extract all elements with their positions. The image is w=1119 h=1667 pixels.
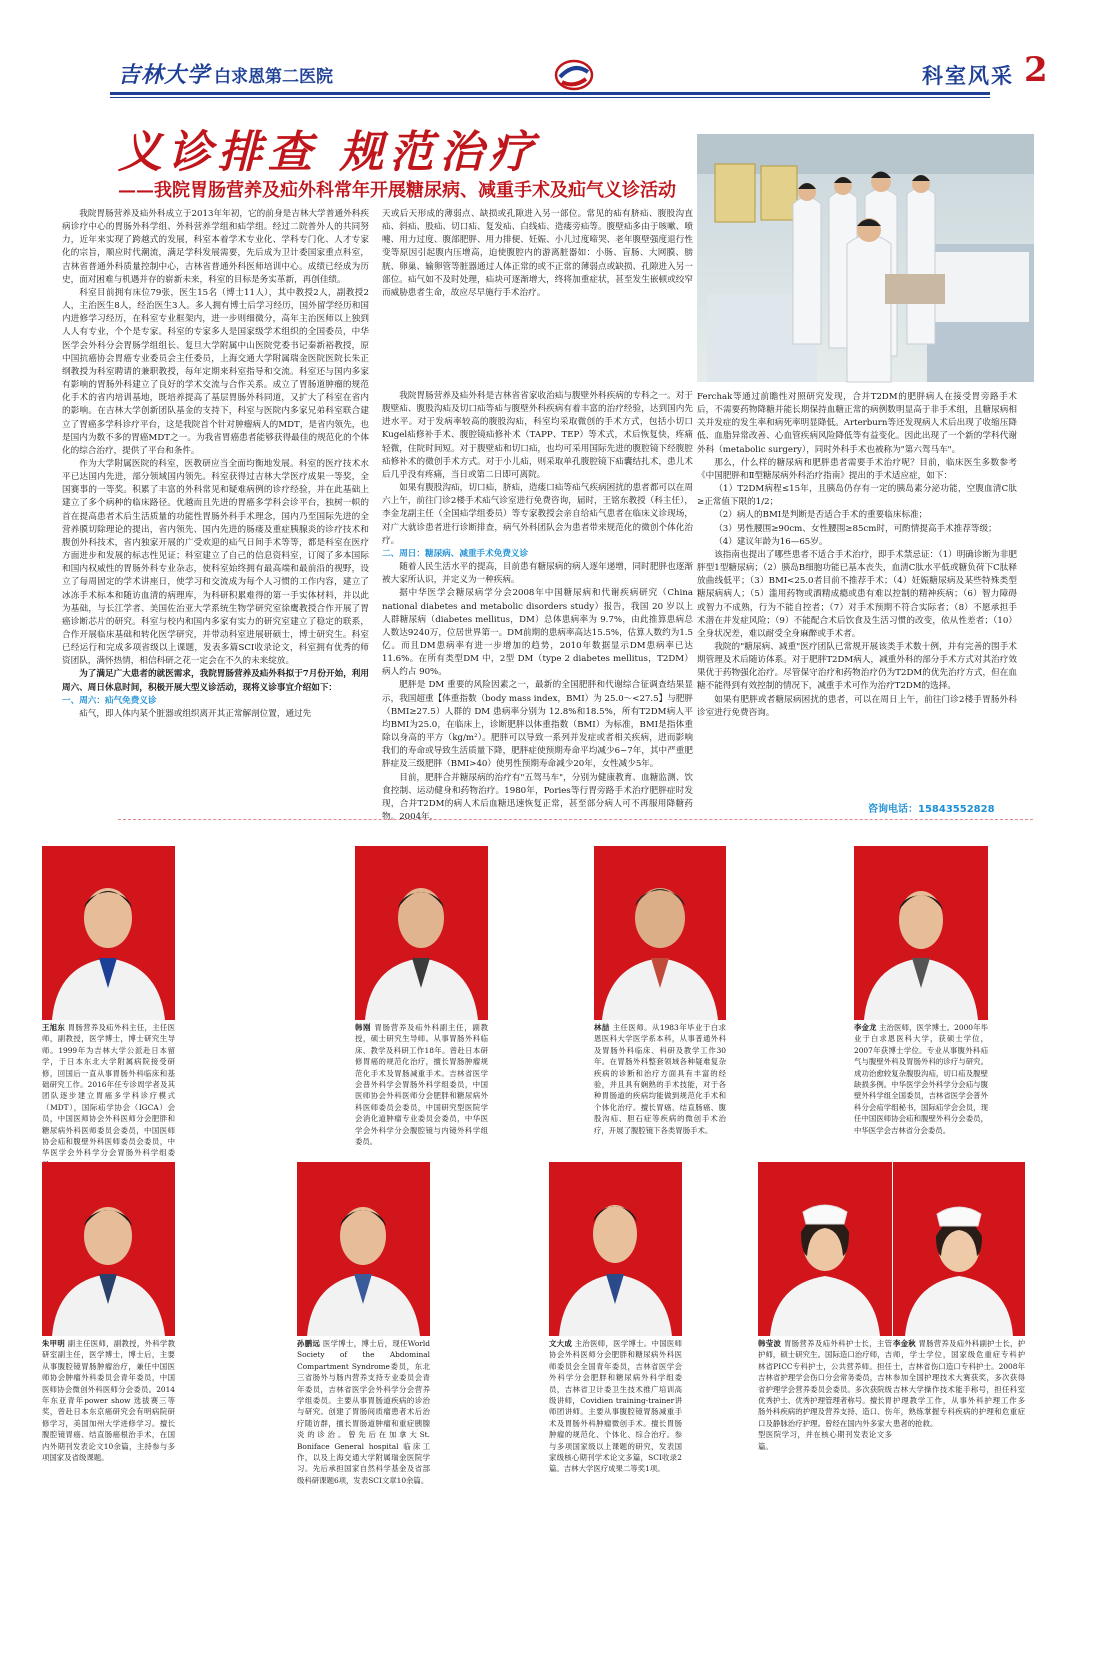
article-column-2-top <box>382 208 693 386</box>
doctor-bio-text: 主治医师，医学博士。2000年毕业于白求恩医科大学，获硕士学位，2007年获博士学位。专业从事腹外科疝气与腹壁外科及胃肠外科的诊疗与研究。成功治愈较复杂腹股沟疝，切口疝及腹壁缺损多例。中华医学会外科学分会疝与腹壁外科学组全国委员，吉林省医学会普外科分会疝学组秘书，国际疝学会会员，现任中国医师协会疝和腹壁外科分会委员，中华医学会吉林省分会委员。 <box>854 1023 988 1135</box>
section-heading-hernia: 一、周六：疝气免费义诊 <box>62 695 157 706</box>
doctor-portrait <box>42 846 175 1020</box>
masthead <box>0 0 1119 112</box>
doctor-bio-text: 胃肠营养及疝外科副主任，副教授，硕士研究生导师。从事胃肠外科临床、教学及科研工作18年。曾赴日本研修胃癌的规范化治疗，擅长胃肠肿瘤规范化手术及胃肠减重手术。吉林省医学会普外科学会胃肠外科学组委员，中国医师协会外科医师分会肥胖和糖尿病外科医师委员会委员，中国研究型医院学会消化道肿瘤专业委员会委员，中华医学会外科学分会腹腔镜与内镜外科学组委员。 <box>355 1023 488 1147</box>
nurse-portrait <box>758 1162 892 1336</box>
article-paragraph: 肥胖是 DM 重要的风险因素之一，最新的全国肥胖和代谢综合征调查结果显示，我国超重【体重指数（body mass index，BMI）为 25.0～<27.5】与肥胖（BMI≥27.5）人群的 DM 患病率分别为 12.8%和18.5%，所有T2DM病人平均BMI为25.0，在临床上，诊断肥胖以体重指数（BMI）为标准，BMI是指体重除以身高的平方（kg/m²）。肥胖可以导致一系列并发症或者相关疾病，进而影响我们的寿命或导致生活质量下降，肥胖症使预期寿命平均减少6~7年，其中严重肥胖症及三级肥胖（BMI>40）使男性预期寿命减少20年，女性减少5年。 <box>382 680 693 770</box>
nurse-bio-text: 胃肠营养及疝外科副护士长，护师，学士学位，国家级危重症专科护士，吉林省伤口造口专科护士。2008年参加全国护理技术大赛获奖，多次获得吉林大学操作技术能手称号，担任科室护理教学工作，从事外科护理工作多年，熟练掌握专科疾病的护理和危重症患者的抢救。 <box>893 1339 1025 1428</box>
section-divider <box>118 819 1033 820</box>
doctor-portrait <box>42 1162 175 1336</box>
nurse-portrait <box>893 1162 1025 1336</box>
nurse-name: 李金秋 <box>893 1339 916 1348</box>
doctor-bio <box>549 1338 682 1474</box>
article-paragraph: 我院的"糖尿病、减重"医疗团队已常规开展该类手术数十例，并有完善的围手术期管理及术后随访体系。对于肥胖T2DM病人，减重外科的部分手术方式对其治疗效果优于药物强化治疗。尽管保守治疗和药物治疗仍为T2DM的优先治疗方式，但在血糖不能得到有效控制的情况下，减重手术可作为治疗T2DM的选择。 <box>697 641 1017 692</box>
article-paragraph: 那么，什么样的糖尿病和肥胖患者需要手术治疗呢？目前，临床医生多数参考《中国肥胖和Ⅱ型糖尿病外科治疗指南》提出的手术适应症，如下： <box>697 457 1017 481</box>
article-paragraph: 科室目前拥有床位79张，医生15名（博士11人），其中教授2人，副教授2人，主治医生8人，经治医生3人。多人拥有博士后学习经历，国外留学经历和国内进修学习经历，在科室专业框架内，进一步则细微分，高年主治医师以上独到人人有专业，个个是专家。科室的专家多人是国家级学术组织的全国委员，中华医学会外科分会胃肠学组组长、复旦大学附属中山医院党委书记秦新裕教授，原中国抗癌协会胃癌专业委员会主任委员，上海交通大学附属瑞金医院医院长朱正纲教授为科室聘请的兼职教授，每年定期来科室指导和交流。科室还与国内多家有影响的胃肠外科建立了良好的学术交流与合作关系。成立了胃肠道肿瘤的规范化手术的省内培训基地，既培养提高了基层胃肠外科同道，又扩大了科室在省内的影响。在吉林大学创新团队基金的支持下，科室与医院内多家兄弟科室联合建立了胃癌多学科诊疗平台，这是我院首个针对肿瘤病人的MDT，是省内领先，也是国内为数不多的胃癌MDT之一。为我省胃癌患者能够获得最佳的规范化的个体化的综合治疗，提供了平台和条件。 <box>62 287 369 456</box>
event-intro-paragraph: 为了满足广大患者的就医需求，我院胃肠营养及疝外科拟于7月份开始，利用周六、周日休息时间，积极开展大型义诊活动，现将义诊事宜介绍如下： <box>62 669 369 693</box>
article-paragraph: 我院胃肠营养及疝外科成立于2013年年初，它的前身是吉林大学普通外科疾病诊疗中心的胃肠外科学组、外科营养学组和疝学组。经过二院普外人的共同努力，近年来实现了跨越式的发展，科室本着学术专业化、学科专门化、人才专家化的宗旨，顺应时代潮流，满足学科发展需要，先后成为卫计委国家重点科室，吉林省普通外科质量控制中心，吉林省普通外科医师培训中心。成绩已经成为历史，面对困难与机遇并存的崭新未来，科室的目标是务实革新，再创佳绩。 <box>62 209 369 285</box>
consult-hotline: 咨询电话：15843552828 <box>868 804 995 815</box>
headline: 义诊排查 规范治疗 <box>118 127 540 178</box>
doctor-name: 林喆 <box>594 1023 610 1032</box>
doctor-name: 朱甲明 <box>42 1339 66 1348</box>
article-paragraph: 如果有肥胖或者糖尿病困扰的患者，可以在周日上午，前往门诊2楼手胃肠外科诊室进行免费咨询。 <box>697 694 1017 718</box>
criteria-item: （4）建议年龄为16—65岁。 <box>714 536 828 547</box>
article-paragraph: 目前，肥胖合并糖尿病的治疗有"五驾马车"，分别为健康教育、血糖监测、饮食控制、运动健身和药物治疗。1980年，Pories等行胃旁路手术治疗肥胖症时发现，合并T2DM的病人术后血糖迅速恢复正常，甚至部分病人可不再服用降糖药物。2004年， <box>382 772 693 822</box>
doctor-bio <box>594 1022 726 1150</box>
section-title: 科室风采 <box>922 63 1014 88</box>
nurse-bio-text: 胃肠营养及疝外科护士长，主管护师，硕士研究生。国际造口治疗师，吉林省PICC专科护士，公共营养师。担任吉林省护理学会伤口分会常务委员，吉林省护理学会营养委员会委员。多次获院级优秀护士、优秀护理管理者称号。擅长胃肠外科疾病的护理及营养支持、造口、伤口及静脉治疗护理。曾经在国内外多家大型医院学习，并在核心期刊发表论文多篇。 <box>758 1339 892 1451</box>
article-paragraph: Ferchak等通过前瞻性对照研究发现，合并T2DM的肥胖病人在接受胃旁路手术后，不需要药物降糖并能长期保持血糖正常的病例数明显高于非手术组，且糖尿病相关并发症的发生率和病死率明显降低。Arterburn等还发现病人术后出现了收缩压降低、血脂异常改善、心血管疾病风险降低等有益变化。因此出现了一个新的学科代谢外科（metabolic surgery），同时外科手术也被称为"第六驾马车"。 <box>697 392 1017 455</box>
doctor-name: 孙鹏远 <box>297 1339 321 1348</box>
doctor-bio-text: 主任医师。从1983年毕业于白求恩医科大学医学系本科，从事普通外科及胃肠外科临床、科研及教学工作30年。在胃肠外科整套领域各种疑难复杂疾病的诊断和治疗方面具有丰富的经验，并且具有娴熟的手术技能，对于各种胃肠道的疾病均能做到规范化手术和个体化治疗。擅长胃癌、结直肠癌、腹股沟疝、胆石症等疾病的微创手术治疗，开展了腹腔镜下各类胃肠手术。 <box>594 1023 726 1135</box>
doctor-name: 韩刚 <box>355 1023 372 1032</box>
doctor-portrait <box>854 846 988 1020</box>
article-paragraph: 据中华医学会糖尿病学分会2008年中国糖尿病和代谢疾病研究（China national diabetes and metabolic disorders study）报告，我国 20 岁以上人群糖尿病（diabetes mellitus，DM）总体患病率为 9.7%，由此推算患病总人数达9240万，位居世界第一。DM前期的患病率高达15.5%，估算人数约为1.5亿。而且DM患病率有进一步增加的趋势，2010年数据显示DM患病率已达 11.6%。在所有类型DM 中，2型 DM（type 2 diabetes mellitus，T2DM）病人约占 90%。 <box>382 588 693 678</box>
doctor-portrait <box>549 1162 682 1336</box>
university-wordmark: 吉林大学 <box>118 62 211 88</box>
article-paragraph: 如果有腹股沟疝，切口疝，脐疝，造瘘口疝等疝气疾病困扰的患者都可以在周六上午，前往门诊2楼手术疝气诊室进行免费咨询，届时，王铭东教授（科主任），李金龙副主任（全国疝学组委员）等专家教授会亲自给疝气患者在临床义诊现场，对广大就诊患者进行诊断排查，病气外科团队会为患者带来规范化的微创个体化治疗。 <box>382 483 693 546</box>
doctor-portrait <box>297 1162 430 1336</box>
doctor-name: 文大成 <box>549 1339 573 1348</box>
doctor-name: 王旭东 <box>42 1023 66 1032</box>
article-paragraph: 疝气，即人体内某个脏器或组织离开其正常解剖位置，通过先 <box>79 708 312 719</box>
article-column-1 <box>62 208 369 773</box>
doctor-bio <box>297 1338 430 1485</box>
doctor-bio <box>42 1338 175 1463</box>
article-paragraph: 该指南也提出了哪些患者不适合手术治疗，即手术禁忌证：（1）明确诊断为非肥胖型1型糖尿病；（2）胰岛B细胞功能已基本丧失，血清C肽水平低或糖负荷下C肽释放曲线低平；（3）BMI<25.0者目前不推荐手术；（4）妊娠糖尿病及某些特殊类型糖尿病病人；（5）滥用药物或酒精成瘾或患有难以控制的精神疾病；（6）智力障碍或智力不成熟，行为不能自控者；（7）对手术预期不符合实际者；（8）不愿承担手术潜在并发症风险；（9）不能配合术后饮食及生活习惯的改变，依从性差者；（10）全身状况差，难以耐受全身麻醉或手术者。 <box>697 549 1017 639</box>
doctor-bio <box>854 1022 988 1150</box>
masthead-rule <box>110 92 990 95</box>
doctor-portrait <box>594 846 726 1020</box>
article-paragraph: 随着人民生活水平的提高，目前患有糖尿病的病人逐年递增，同时肥胖也逐渐被大家所认识，并定义为一种疾病。 <box>382 562 693 586</box>
masthead-rule-thin <box>110 97 990 98</box>
page-number: 2 <box>1024 50 1048 90</box>
section-heading-diabetes: 二、周日：糖尿病、减重手术免费义诊 <box>382 548 529 559</box>
doctor-bio <box>355 1022 488 1150</box>
doctor-bio-text: 副主任医师，副教授，外科学教研室副主任，医学博士，博士后，主要从事腹腔镜胃肠肿瘤治疗，兼任中国医师协会肿瘤外科委员会青年委员，中国医师协会微创外科医师分会委员。2014年东亚青年power show 选拔赛三等奖，曾赴日本东京癌研究会有明病院研修学习，美国加州大学进修学习。擅长腹腔镜胃癌、结直肠癌根治手术，在国内外期刊发表论文10余篇，主持参与多项国家及省级课题。 <box>42 1339 175 1463</box>
criteria-item: （1）T2DM病程≤15年，且胰岛仍存有一定的胰岛素分泌功能，空腹血清C肽≥正常值下限的1/2； <box>697 484 1017 508</box>
article-paragraph: 作为大学附属医院的科室，医教研应当全面均衡地发展。科室的医疗技术水平已达国内先进，部分领域国内领先。科室获得过吉林大学医疗成果一等奖，全国赛事的一等奖。积累了丰富的外科常见和疑难病例的诊疗经验，并在此基础上建立了多个病种的临床路径。优越而且先进的胃癌多学科会诊平台，独树一帜的首在提高患者术后生活质量的功能性胃肠外科手术理念，国内乃至国际先进的全营养膜切除理论的提出，省内领先、国内先进的肠瘘及重症胰腺炎的诊疗技术和腹创外科技术，省内独家开展的广受欢迎的疝气日间手术等等，都是科室在医疗方面进步和发展的标志性见证；科室建立了自己的信息资料室，订阅了多本国际和国内权威性的胃肠外科专业杂志，使科室始终拥有最高端和最前沿的视野，设立了每周固定的学术讲座日，使学习和交流成为每个人习惯的工作内容，建立了冰冻手术标本和随访血清的病理库，为科研积累难得的第一手实体材料，并以此为基础，与长江学者、美国佐治亚大学系统生物学研究室徐鹰教授合作开展了胃癌诊断芯片的研究。科室与校内和国内多家有实力的研究室建立了稳定的联系，合作开展临床基础和转化医学研究，并带动科室进展研硕士，博士研究生。科室已经运行和完成多项省级以上课题，发表多篇SCI收录论文，科室拥有优秀的师资团队，满怀热情，相信科研之花一定会在不久的未来绽放。 <box>62 458 369 667</box>
nurse-bio <box>758 1338 892 1458</box>
article-paragraph: 天或后天形成的薄弱点、缺损或孔隙进入另一部位。常见的疝有脐疝、腹股沟直疝、斜疝、股疝、切口疝、复发疝、白线疝、造瘘旁疝等。腹壁疝多由于咳嗽、喷嚏、用力过度、腹部肥胖、用力排便、妊娠、小儿过度啼哭、老年腹壁强度退行性变等原因引起腹内压增高，迫使腹腔内的游离脏器如：小肠、盲肠、大网膜、膀胱、卵巢、输卵管等脏器通过人体正常的或不正常的薄弱点或缺损、孔隙进入另一部位。疝气如不及时处理，疝块可逐渐增大，终将加重症状，甚至发生嵌顿或绞窄而威胁患者生命，故应尽早施行手术治疗。 <box>382 209 693 298</box>
criteria-item: （2）病人的BMI是判断是否适合手术的重要临床标准； <box>714 510 928 521</box>
doctor-bio-text: 医学博士，博士后，现任World Society of the Abdominal Compartment Syndrome委员，东北三省肠外与肠内营养支持专业委员会青年委员，吉林省医学会外科学分会营养学组委员。主要从事胃肠道疾病的诊治与研究。创建了胃肠间质瘤患者术后治疗随访群，擅长胃肠道肿瘤和重症胰腺炎的诊治。曾先后在加拿大St. Boniface General hospital 临床工作，以及上海交通大学附属瑞金医院学习。先后承担国家自然科学基金及省部级科研课题6项，发表SCI文章10余篇。 <box>297 1339 430 1485</box>
hospital-name: 白求恩第二医院 <box>214 67 333 87</box>
nurse-name: 韩莹波 <box>758 1339 782 1348</box>
article-column-3 <box>697 391 1017 798</box>
subheadline: ——我院胃肠营养及疝外科常年开展糖尿病、减重手术及疝气义诊活动 <box>118 180 676 201</box>
doctor-portrait <box>355 846 488 1020</box>
article-column-2 <box>382 390 693 822</box>
doctor-bio <box>42 1022 175 1158</box>
criteria-item: （3）男性腰围≥90cm、女性腰围≥85cm时，可酌情提高手术推荐等级； <box>714 523 997 534</box>
doctor-bio-text: 胃肠营养及疝外科主任，主任医师，副教授，医学博士，博士研究生导师。1999年为吉林大学公派赴日本留学，于日本东北大学附属病院接受研修，回国后一直从事胃肠外科临床和基础研究工作。2016年任专诊周学者及其团队逐步建立胃癌多学科诊疗模式（MDT），国际疝学协会（IGCA）会员，中国医师协会外科医师分会肥胖和糖尿病外科医师委员会委员，中国医师协会疝和腹壁外科医师委员会委员，中华医学会外科学分会胃肠外科学组委 <box>42 1023 175 1158</box>
doctor-name: 李金龙 <box>854 1023 877 1032</box>
hospital-logo-icon <box>554 58 594 92</box>
doctor-bio-text: 主治医师，医学博士。中国医师协会外科医师分会肥胖和糖尿病外科医师委员会全国青年委员，吉林省医学会外科学分会肥胖和糖尿病外科学组委员，吉林省卫计委卫生技术推广培训高级讲师，Covidien training-trainer讲师团讲师。主要从事腹腔镜胃肠减重手术及胃肠外科肿瘤微创手术。擅长胃肠肿瘤的规范化、个体化、综合治疗。参与多项国家级以上课题的研究，发表国家级核心期刊学术论文多篇，SCI收录2篇。吉林大学医疗成果二等奖1项。 <box>549 1339 682 1474</box>
nurse-bio <box>893 1338 1025 1458</box>
article-paragraph: 我院胃肠营养及疝外科是吉林省省家收治疝与腹壁外科疾病的专科之一。对于腹壁疝、腹股沟疝及切口疝等疝与腹壁外科疾病有着丰富的治疗经验，达到国内先进水平。对于发病率较高的腹股沟疝，科室均采取微创的手术方式，包括小切口Kugel疝修补手术、腹腔镜疝修补术（TAPP、TEP）等术式，术后恢复快，疼痛轻微，住院时间短。对于腹壁疝和切口疝，也均可采用国际先进的腹腔镜下经腹腔疝修补术的微创手术方式。对于小儿疝，则采取单孔腹腔镜下疝囊结扎术，患儿术后几乎没有疼痛，当日或第二日即可离院。 <box>382 391 693 480</box>
ward-rounds-photo <box>697 134 1034 382</box>
